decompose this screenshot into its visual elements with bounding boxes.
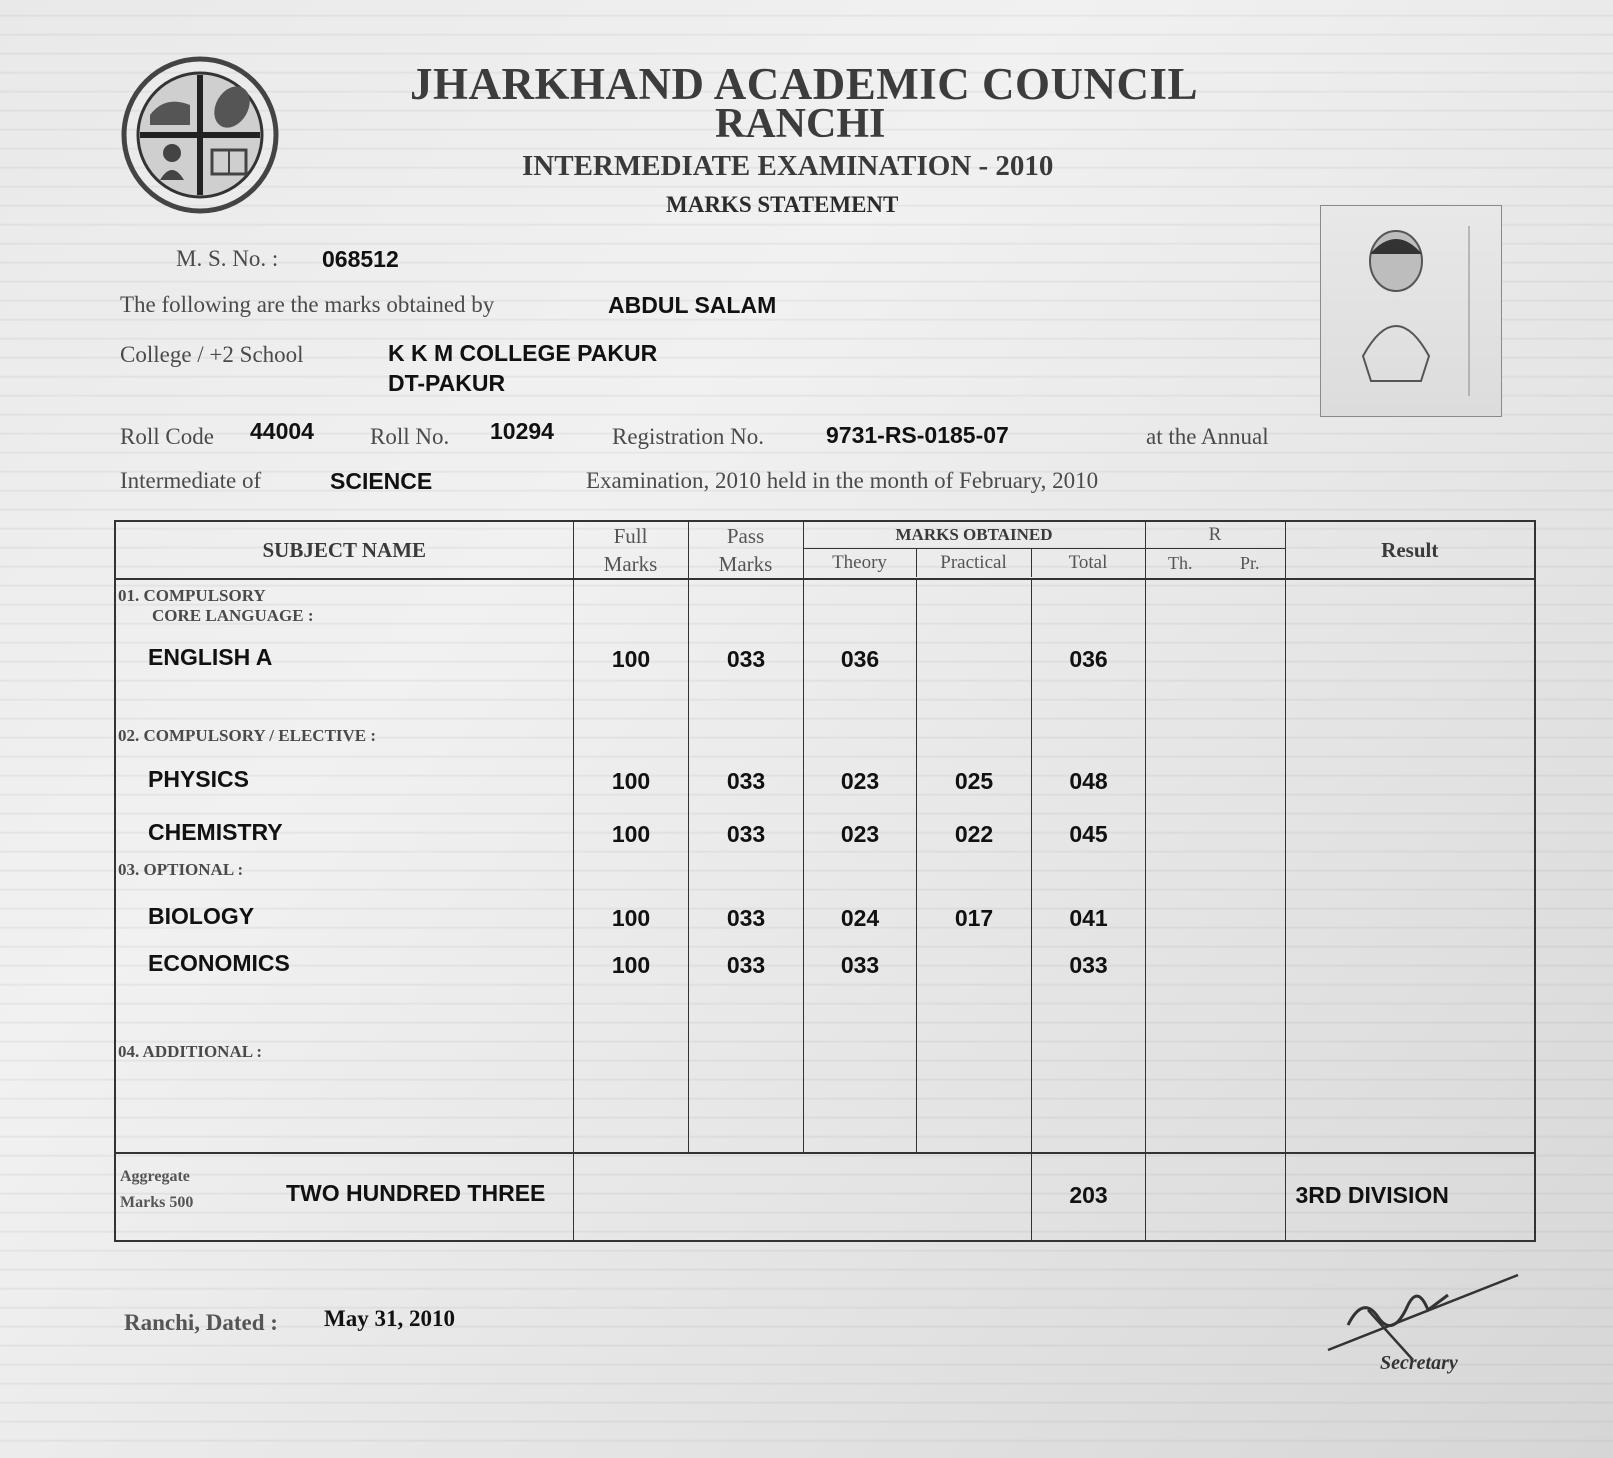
subject-row: ENGLISH A xyxy=(148,644,273,670)
pass-marks-column: 033 033 033 033 033 xyxy=(688,579,803,1153)
aggregate-words: TWO HUNDRED THREE xyxy=(286,1180,546,1206)
document-type: MARKS STATEMENT xyxy=(666,192,899,217)
subject-column xyxy=(115,579,573,1153)
r-practical-header: Pr. xyxy=(1240,553,1260,573)
full-marks-header: Full Marks xyxy=(573,521,688,579)
ms-no-value: 068512 xyxy=(322,246,399,272)
theory-column: 036 023 023 024 033 xyxy=(803,579,916,1153)
aggregate-cell xyxy=(115,1153,573,1241)
registration-label: Registration No. xyxy=(612,424,765,449)
result-header: Result xyxy=(1285,521,1535,579)
final-result: 3RD DIVISION xyxy=(1295,1182,1449,1208)
marks-body xyxy=(115,579,1535,1153)
subject-name-header: SUBJECT NAME xyxy=(115,521,573,579)
college-label: College / +2 School xyxy=(120,342,304,367)
student-name: ABDUL SALAM xyxy=(608,292,777,318)
college-name: K K M COLLEGE PAKUR xyxy=(388,340,658,366)
marks-obtained-header: MARKS OBTAINED Theory Practical Total xyxy=(803,521,1145,579)
r-theory-column xyxy=(1145,579,1215,1153)
stream-label: Intermediate of xyxy=(120,468,262,493)
aggregate-label: Aggregate xyxy=(120,1168,190,1185)
subject-row: PHYSICS xyxy=(148,766,249,792)
aggregate-row xyxy=(115,1153,1535,1241)
subject-row: ECONOMICS xyxy=(148,950,290,976)
r-header: R Th. Pr. xyxy=(1145,521,1285,579)
full-marks-column: 100 100 100 100 100 xyxy=(573,579,688,1153)
dated-value: May 31, 2010 xyxy=(324,1306,455,1331)
council-name: JHARKHAND ACADEMIC COUNCIL xyxy=(410,59,1199,109)
section-compulsory-elective: 02. COMPULSORY / ELECTIVE : xyxy=(118,726,377,745)
subject-row: CHEMISTRY xyxy=(148,819,283,845)
practical-column: 025 022 017 xyxy=(916,579,1031,1153)
ms-no-label: M. S. No. : xyxy=(176,246,279,271)
roll-code-label: Roll Code xyxy=(120,424,214,449)
practical-header: Practical xyxy=(917,549,1032,577)
subject-row: BIOLOGY xyxy=(148,903,255,929)
stream-value: SCIENCE xyxy=(330,468,433,494)
section-additional: 04. ADDITIONAL : xyxy=(118,1042,263,1061)
theory-header: Theory xyxy=(804,549,917,577)
r-practical-column xyxy=(1215,579,1285,1153)
aggregate-result-cell xyxy=(1285,1153,1535,1241)
roll-code-value: 44004 xyxy=(250,418,314,444)
student-label: The following are the marks obtained by xyxy=(120,292,495,317)
pass-marks-header: Pass Marks xyxy=(688,521,803,579)
total-header: Total xyxy=(1068,552,1108,573)
secretary-title: Secretary xyxy=(1380,1352,1458,1374)
total-column: 036 048 045 041 033 xyxy=(1031,579,1145,1153)
section-core-language: CORE LANGUAGE : xyxy=(152,606,314,625)
college-district: DT-PAKUR xyxy=(388,370,506,396)
roll-no-value: 10294 xyxy=(490,418,554,444)
council-city: RANCHI xyxy=(715,101,886,147)
council-seal-logo xyxy=(120,55,280,215)
aggregate-total: 203 xyxy=(1069,1182,1108,1208)
annual-label: at the Annual xyxy=(1146,424,1269,449)
section-optional: 03. OPTIONAL : xyxy=(118,860,244,879)
aggregate-max-label: Marks 500 xyxy=(120,1194,194,1211)
registration-value: 9731-RS-0185-07 xyxy=(826,422,1009,448)
section-compulsory: 01. COMPULSORY xyxy=(118,586,266,605)
aggregate-total-cell xyxy=(1031,1153,1145,1241)
marks-table xyxy=(114,520,1536,1242)
exam-held-text: Examination, 2010 held in the month of February, 2010 xyxy=(586,468,1099,493)
result-column xyxy=(1285,579,1535,1153)
dated-label: Ranchi, Dated : xyxy=(124,1310,278,1335)
exam-title: INTERMEDIATE EXAMINATION - 2010 xyxy=(522,150,1054,182)
r-theory-header: Th. xyxy=(1168,553,1193,573)
student-photo xyxy=(1320,205,1502,417)
roll-no-label: Roll No. xyxy=(370,424,450,449)
